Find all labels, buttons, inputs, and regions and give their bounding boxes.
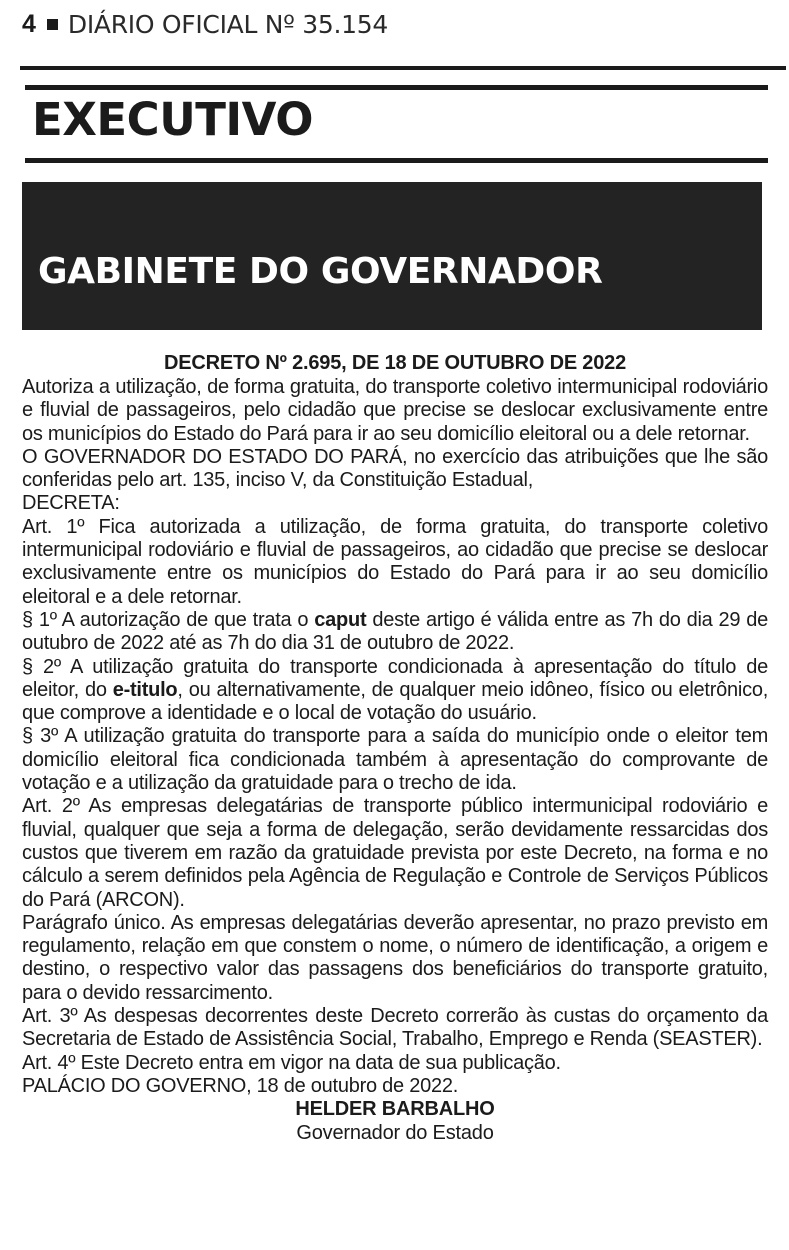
paragraph-2-text-a: § 2º A utilização gratuita do transporte condicionada à apresentação do título de eleitor, do [22,655,768,701]
decree-paragraph-3: § 3º A utilização gratuita do transporte para a saída do município onde o eleitor tem domicílio eleitoral fica condicionada também à apresentação do comprovante de votação e a utilização da gratuidade para o trecho de ida. [22,725,768,795]
paragraph-1-text-b: deste artigo é válida entre as 7h do dia 29 de outubro de 2022 até as 7h do dia 31 de outubro de 2022. [22,608,769,655]
page-number: 4 [22,10,36,38]
publication-title: DIÁRIO OFICIAL Nº 35.154 [67,10,388,39]
banner-label: GABINETE DO GOVERNADOR [38,251,603,293]
decree-paragraph-1 [22,609,768,656]
decree-article-3: Art. 3º As despesas decorrentes deste Decreto correrão às custas do orçamento da Secretaria de Estado de Assistência Social, Trabalho, Emprego e Renda (SEASTER). [22,1005,768,1051]
decree-paragraph-2 [22,656,768,726]
decree-decreta: DECRETA: [22,492,120,515]
paragraph-2-emphasis-etitulo: e-titulo [112,678,178,701]
running-head [22,12,388,37]
decree-preamble: O GOVERNADOR DO ESTADO DO PARÁ, no exercício das atribuições que lhe são conferidas pelo art. 135, inciso V, da Constituição Estadual, [22,445,768,492]
signature-name: HELDER BARBALHO [295,1098,495,1121]
divider-below-executivo [25,158,768,163]
decree-article-4: Art. 4º Este Decreto entra em vigor na data de sua publicação. [22,1051,561,1074]
section-header-executivo: EXECUTIVO [32,93,313,146]
decree-place-date: PALÁCIO DO GOVERNO, 18 de outubro de 2022. [22,1074,459,1097]
square-bullet-icon [47,19,58,30]
decree-ementa: Autoriza a utilização, de forma gratuita, do transporte coletivo intermunicipal rodoviário e fluvial de passageiros, pelo cidadão que precise se deslocar exclusivamente entre os municípios do Estado do Pará para ir ao seu domicílio eleitoral ou a dele retornar. [22,376,768,445]
paragraph-1-emphasis-caput: caput [314,608,367,631]
decree-document [22,352,768,1145]
signature-role: Governador do Estado [296,1121,494,1144]
paragraph-2-text-b: , ou alternativamente, de qualquer meio idôneo, físico ou eletrônico, que comprove a identidade e o local de votação do usuário. [22,678,769,725]
decree-article-2: Art. 2º As empresas delegatárias de transporte público intermunicipal rodoviário e fluvial, qualquer que seja a forma de delegação, serão devidamente ressarcidas dos custos que tiverem em razão da gratuidade prevista por este Decreto, na forma e no cálculo a serem definidos pela Agência de Regulação e Controle de Serviços Públicos do Pará (ARCON). [22,795,768,911]
decree-article-1: Art. 1º Fica autorizada a utilização, de forma gratuita, do transporte coletivo intermunicipal rodoviário e fluvial de passageiros, ao cidadão que precise se deslocar exclusivamente entre os municípios do Estado do Pará para ir ao seu domicílio eleitoral e a dele retornar. [22,515,768,608]
paragraph-1-text-a: § 1º A autorização de que trata o [22,608,315,631]
banner-gabinete-do-governador [22,182,762,330]
divider-top [20,66,786,70]
divider-above-executivo [25,85,768,90]
decree-paragrafo-unico: Parágrafo único. As empresas delegatárias deverão apresentar, no prazo previsto em regulamento, relação em que constem o nome, o número de identificação, a origem e destino, o respectivo valor das passagens dos beneficiários do transporte gratuito, para o devido ressarcimento. [22,911,768,1004]
decree-title: DECRETO Nº 2.695, DE 18 DE OUTUBRO DE 2022 [163,352,627,374]
